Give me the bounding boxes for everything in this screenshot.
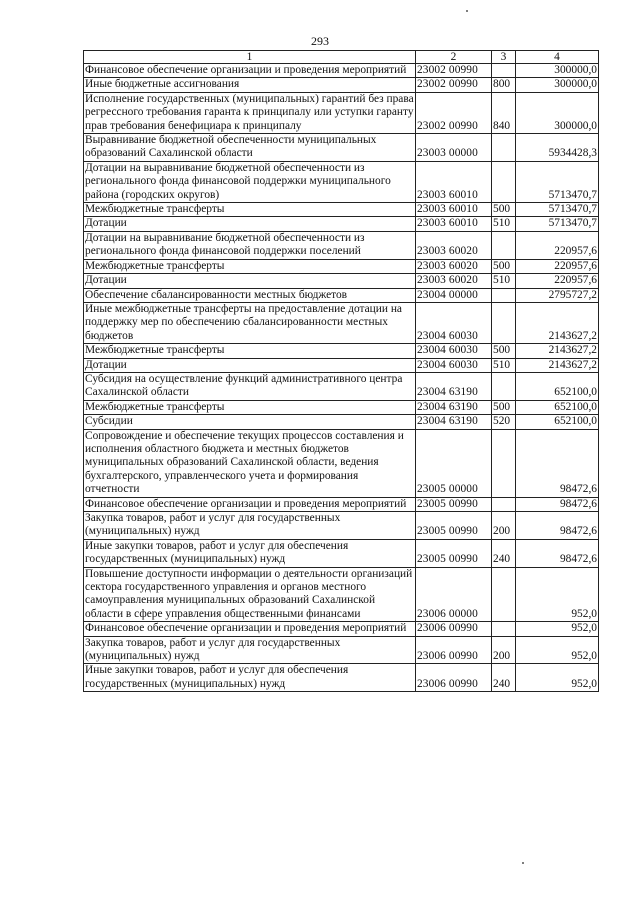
table-row	[84, 636, 599, 664]
row-amount: 300000,0	[516, 64, 599, 78]
row-code: 23004 60030	[416, 302, 492, 343]
row-name: Межбюджетные трансферты	[84, 203, 416, 217]
row-type: 510	[492, 358, 516, 372]
table-row	[84, 134, 599, 162]
row-type: 500	[492, 344, 516, 358]
row-name: Повышение доступности информации о деятельности организаций сектора государственного управления и органов местного самоуправления муниципальных образований Сахалинской области в сфере управления общественными финансами	[84, 567, 416, 622]
scan-speck	[522, 862, 524, 864]
row-code: 23003 60020	[416, 231, 492, 259]
table-row	[84, 217, 599, 231]
row-type: 240	[492, 539, 516, 567]
row-name: Финансовое обеспечение организации и проведения мероприятий	[84, 64, 416, 78]
row-type: 240	[492, 664, 516, 692]
row-amount: 952,0	[516, 636, 599, 664]
row-type: 500	[492, 203, 516, 217]
row-amount: 220957,6	[516, 231, 599, 259]
table-row	[84, 400, 599, 414]
row-code: 23006 00990	[416, 636, 492, 664]
row-name: Иные бюджетные ассигнования	[84, 78, 416, 92]
table-row	[84, 664, 599, 692]
row-name: Межбюджетные трансферты	[84, 344, 416, 358]
row-code: 23004 63190	[416, 400, 492, 414]
row-type	[492, 231, 516, 259]
row-type	[492, 161, 516, 202]
row-code: 23006 00000	[416, 567, 492, 622]
row-name: Межбюджетные трансферты	[84, 400, 416, 414]
table-row	[84, 497, 599, 511]
row-amount: 652100,0	[516, 372, 599, 400]
row-name: Дотации	[84, 274, 416, 288]
row-amount: 2795727,2	[516, 288, 599, 302]
table-row	[84, 622, 599, 636]
row-code: 23003 60020	[416, 274, 492, 288]
page-number: 293	[311, 34, 329, 48]
row-code: 23002 00990	[416, 64, 492, 78]
table-row	[84, 161, 599, 202]
row-type: 520	[492, 415, 516, 429]
row-amount: 652100,0	[516, 415, 599, 429]
scan-speck	[466, 10, 468, 12]
table-row	[84, 358, 599, 372]
row-type	[492, 429, 516, 497]
row-code: 23003 00000	[416, 134, 492, 162]
table-row	[84, 203, 599, 217]
row-code: 23003 60020	[416, 259, 492, 273]
row-name: Иные закупки товаров, работ и услуг для обеспечения государственных (муниципальных) нужд	[84, 539, 416, 567]
table-row	[84, 92, 599, 133]
table-row	[84, 372, 599, 400]
row-code: 23006 00990	[416, 622, 492, 636]
row-name: Закупка товаров, работ и услуг для государственных (муниципальных) нужд	[84, 512, 416, 540]
row-code: 23003 60010	[416, 203, 492, 217]
row-amount: 300000,0	[516, 78, 599, 92]
row-amount: 2143627,2	[516, 358, 599, 372]
table-row	[84, 302, 599, 343]
row-type	[492, 134, 516, 162]
table-row	[84, 64, 599, 78]
row-type: 800	[492, 78, 516, 92]
row-amount: 5934428,3	[516, 134, 599, 162]
row-type	[492, 288, 516, 302]
row-name: Финансовое обеспечение организации и проведения мероприятий	[84, 622, 416, 636]
row-amount: 300000,0	[516, 92, 599, 133]
row-name: Дотации	[84, 217, 416, 231]
table-row	[84, 78, 599, 92]
row-name: Обеспечение сбалансированности местных бюджетов	[84, 288, 416, 302]
row-code: 23004 60030	[416, 344, 492, 358]
row-code: 23003 60010	[416, 161, 492, 202]
row-type	[492, 497, 516, 511]
row-name: Дотации на выравнивание бюджетной обеспеченности из регионального фонда финансовой поддержки поселений	[84, 231, 416, 259]
row-name: Иные межбюджетные трансферты на предоставление дотации на поддержку мер по обеспечению сбалансированности местных бюджетов	[84, 302, 416, 343]
row-type: 200	[492, 636, 516, 664]
row-code: 23004 60030	[416, 358, 492, 372]
row-type: 500	[492, 400, 516, 414]
row-code: 23004 00000	[416, 288, 492, 302]
row-name: Дотации на выравнивание бюджетной обеспеченности из регионального фонда финансовой поддержки муниципального района (городских округов)	[84, 161, 416, 202]
row-amount: 98472,6	[516, 539, 599, 567]
table-row	[84, 429, 599, 497]
table-header-row	[84, 51, 599, 64]
row-type: 200	[492, 512, 516, 540]
row-code: 23004 63190	[416, 372, 492, 400]
table-row	[84, 512, 599, 540]
row-amount: 952,0	[516, 567, 599, 622]
row-code: 23004 63190	[416, 415, 492, 429]
row-code: 23006 00990	[416, 664, 492, 692]
row-name: Сопровождение и обеспечение текущих процессов составления и исполнения областного бюджета и местных бюджетов муниципальных образований Сахалинской области, ведения бухгалтерского, управленческого учета и формирования отчетности	[84, 429, 416, 497]
column-header-2: 2	[416, 51, 492, 64]
row-code: 23005 00990	[416, 497, 492, 511]
table-row	[84, 344, 599, 358]
row-code: 23002 00990	[416, 92, 492, 133]
row-amount: 98472,6	[516, 497, 599, 511]
row-amount: 652100,0	[516, 400, 599, 414]
row-type: 510	[492, 274, 516, 288]
row-type: 840	[492, 92, 516, 133]
row-name: Выравнивание бюджетной обеспеченности муниципальных образований Сахалинской области	[84, 134, 416, 162]
row-amount: 2143627,2	[516, 302, 599, 343]
table-row	[84, 231, 599, 259]
column-header-1: 1	[84, 51, 416, 64]
row-name: Финансовое обеспечение организации и проведения мероприятий	[84, 497, 416, 511]
row-name: Иные закупки товаров, работ и услуг для обеспечения государственных (муниципальных) нужд	[84, 664, 416, 692]
row-name: Исполнение государственных (муниципальных) гарантий без права регрессного требования гаранта к принципалу или уступки гаранту прав требования бенефициара к принципалу	[85, 92, 414, 132]
column-header-3: 3	[492, 51, 516, 64]
table-row	[84, 288, 599, 302]
row-amount: 952,0	[516, 622, 599, 636]
row-type	[492, 64, 516, 78]
row-amount: 5713470,7	[516, 217, 599, 231]
row-type	[492, 372, 516, 400]
row-code: 23002 00990	[416, 78, 492, 92]
row-amount: 5713470,7	[516, 161, 599, 202]
row-type: 500	[492, 259, 516, 273]
row-type: 510	[492, 217, 516, 231]
column-header-4: 4	[516, 51, 599, 64]
row-name: Межбюджетные трансферты	[84, 259, 416, 273]
row-amount: 2143627,2	[516, 344, 599, 358]
row-type	[492, 567, 516, 622]
row-amount: 952,0	[516, 664, 599, 692]
row-name: Дотации	[84, 358, 416, 372]
table-row	[84, 415, 599, 429]
table-row	[84, 259, 599, 273]
row-amount: 98472,6	[516, 512, 599, 540]
row-amount: 220957,6	[516, 259, 599, 273]
table-row	[84, 274, 599, 288]
row-amount: 5713470,7	[516, 203, 599, 217]
row-name: Закупка товаров, работ и услуг для государственных (муниципальных) нужд	[84, 636, 416, 664]
row-name: Субсидия на осуществление функций административного центра Сахалинской области	[84, 372, 416, 400]
row-code: 23003 60010	[416, 217, 492, 231]
table-row	[84, 539, 599, 567]
row-type	[492, 302, 516, 343]
row-code: 23005 00000	[416, 429, 492, 497]
row-code: 23005 00990	[416, 512, 492, 540]
row-amount: 220957,6	[516, 274, 599, 288]
table-row	[84, 567, 599, 622]
row-type	[492, 622, 516, 636]
row-amount: 98472,6	[516, 429, 599, 497]
row-code: 23005 00990	[416, 539, 492, 567]
row-name: Субсидии	[84, 415, 416, 429]
budget-table	[83, 50, 599, 692]
